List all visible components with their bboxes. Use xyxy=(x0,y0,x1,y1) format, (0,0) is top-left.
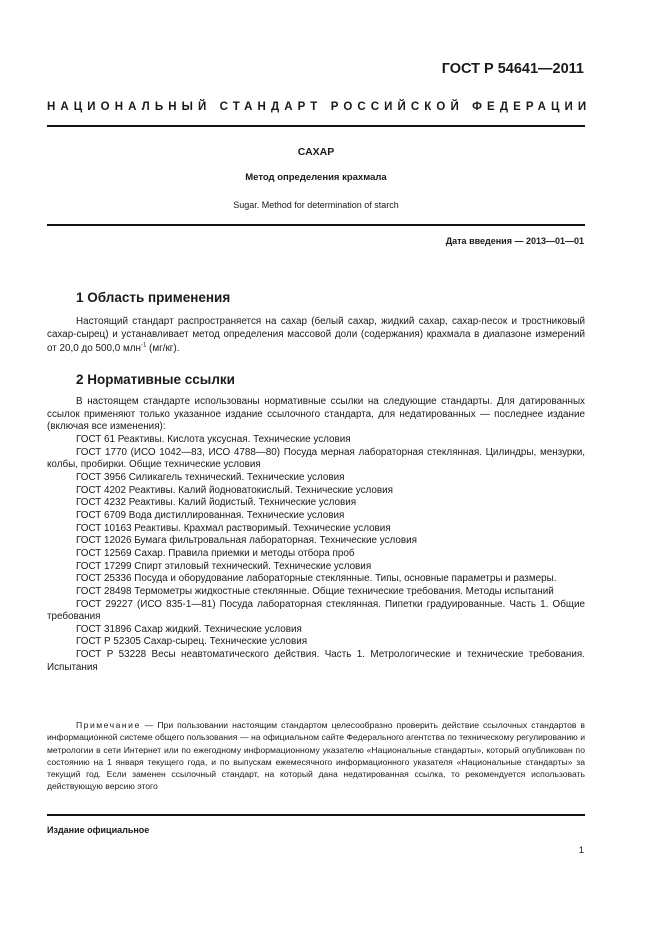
reference-item: ГОСТ 61 Реактивы. Кислота уксусная. Технические условия xyxy=(76,433,351,445)
note-text: — При пользовании настоящим стандартом целесообразно проверить действие ссылочных стандартов в информационной системе общего пользования — на официальном сайте Федерального агентства по техническому регулированию и метрологии в сети Интернет или по ежегодному информационному указателю «Национальные стандарты», который опубликован по состоянию на 1 января текущего года, и по выпускам ежемесячного информационного указателя «Национальные стандарты» за текущий год. Если заменен ссылочный стандарт, на который дана недатированная ссылка, то рекомендуется использовать действующую версию этого xyxy=(47,720,585,792)
section-1-text-unit: (мг/кг). xyxy=(146,342,180,354)
reference-note xyxy=(47,719,585,793)
introduction-date: Дата введения — 2013—01—01 xyxy=(445,236,584,246)
reference-item: ГОСТ 25336 Посуда и оборудование лабораторные стеклянные. Типы, основные параметры и размеры. xyxy=(76,573,557,585)
references-list xyxy=(47,396,585,674)
document-title: САХАР xyxy=(297,146,335,158)
section-1-text-main: Настоящий стандарт распространяется на сахар (белый сахар, жидкий сахар, сахар-песок и тростниковый сахар-сырец) и устанавливает метод определения массовой доли (содержания) крахмала в диапазоне измерений от 20,0 до 500,0 млн xyxy=(47,316,585,354)
reference-item: ГОСТ Р 52305 Сахар-сырец. Технические условия xyxy=(76,636,308,648)
section-2-heading: 2 Нормативные ссылки xyxy=(76,372,235,387)
reference-item: ГОСТ 3956 Силикагель технический. Технические условия xyxy=(76,471,345,483)
english-title: Sugar. Method for determination of starch xyxy=(233,200,399,210)
reference-item: ГОСТ 1770 (ИСО 1042—83, ИСО 4788—80) Посуда мерная лабораторная стеклянная. Цилиндры, мензурки, колбы, пробирки. Общие технические условия xyxy=(47,446,585,471)
section-2-intro: В настоящем стандарте использованы нормативные ссылки на следующие стандарты. Для датированных ссылок применяют только указанное издание ссылочного стандарта, для недатированных — последнее издание (включая все изменения): xyxy=(47,396,585,433)
national-standard-heading: НАЦИОНАЛЬНЫЙ СТАНДАРТ РОССИЙСКОЙ ФЕДЕРАЦИИ xyxy=(47,101,592,113)
reference-item: ГОСТ 6709 Вода дистиллированная. Технические условия xyxy=(76,509,345,521)
reference-item: ГОСТ 29227 (ИСО 835-1—81) Посуда лабораторная стеклянная. Пипетки градуированные. Часть 1. Общие требования xyxy=(47,598,585,623)
unit-superscript: -1 xyxy=(140,342,147,349)
footer-rule xyxy=(47,814,585,816)
reference-item: ГОСТ 17299 Спирт этиловый технический. Технические условия xyxy=(76,560,372,572)
top-rule xyxy=(47,125,585,127)
title-rule xyxy=(47,224,585,226)
section-1-heading: 1 Область применения xyxy=(76,290,231,305)
page-number: 1 xyxy=(578,845,584,856)
reference-item: ГОСТ Р 53228 Весы неавтоматического действия. Часть 1. Метрологические и технические требования. Испытания xyxy=(47,649,585,673)
reference-item: ГОСТ 31896 Сахар жидкий. Технические условия xyxy=(76,623,302,635)
reference-item: ГОСТ 10163 Реактивы. Крахмал растворимый. Технические условия xyxy=(76,522,391,534)
standard-number: ГОСТ Р 54641—2011 xyxy=(441,61,584,77)
edition-label: Издание официальное xyxy=(47,825,150,835)
reference-item: ГОСТ 12569 Сахар. Правила приемки и методы отбора проб xyxy=(76,547,355,559)
reference-item: ГОСТ 12026 Бумага фильтровальная лабораторная. Технические условия xyxy=(76,535,417,547)
section-1-text xyxy=(47,315,585,355)
reference-item: ГОСТ 28498 Термометры жидкостные стеклянные. Общие технические требования. Методы испытаний xyxy=(76,585,554,597)
reference-item: ГОСТ 4232 Реактивы. Калий йодистый. Технические условия xyxy=(76,497,357,509)
document-subtitle: Метод определения крахмала xyxy=(245,172,387,183)
reference-item: ГОСТ 4202 Реактивы. Калий йодноватокислый. Технические условия xyxy=(76,484,393,496)
note-label: Примечание xyxy=(76,720,141,730)
